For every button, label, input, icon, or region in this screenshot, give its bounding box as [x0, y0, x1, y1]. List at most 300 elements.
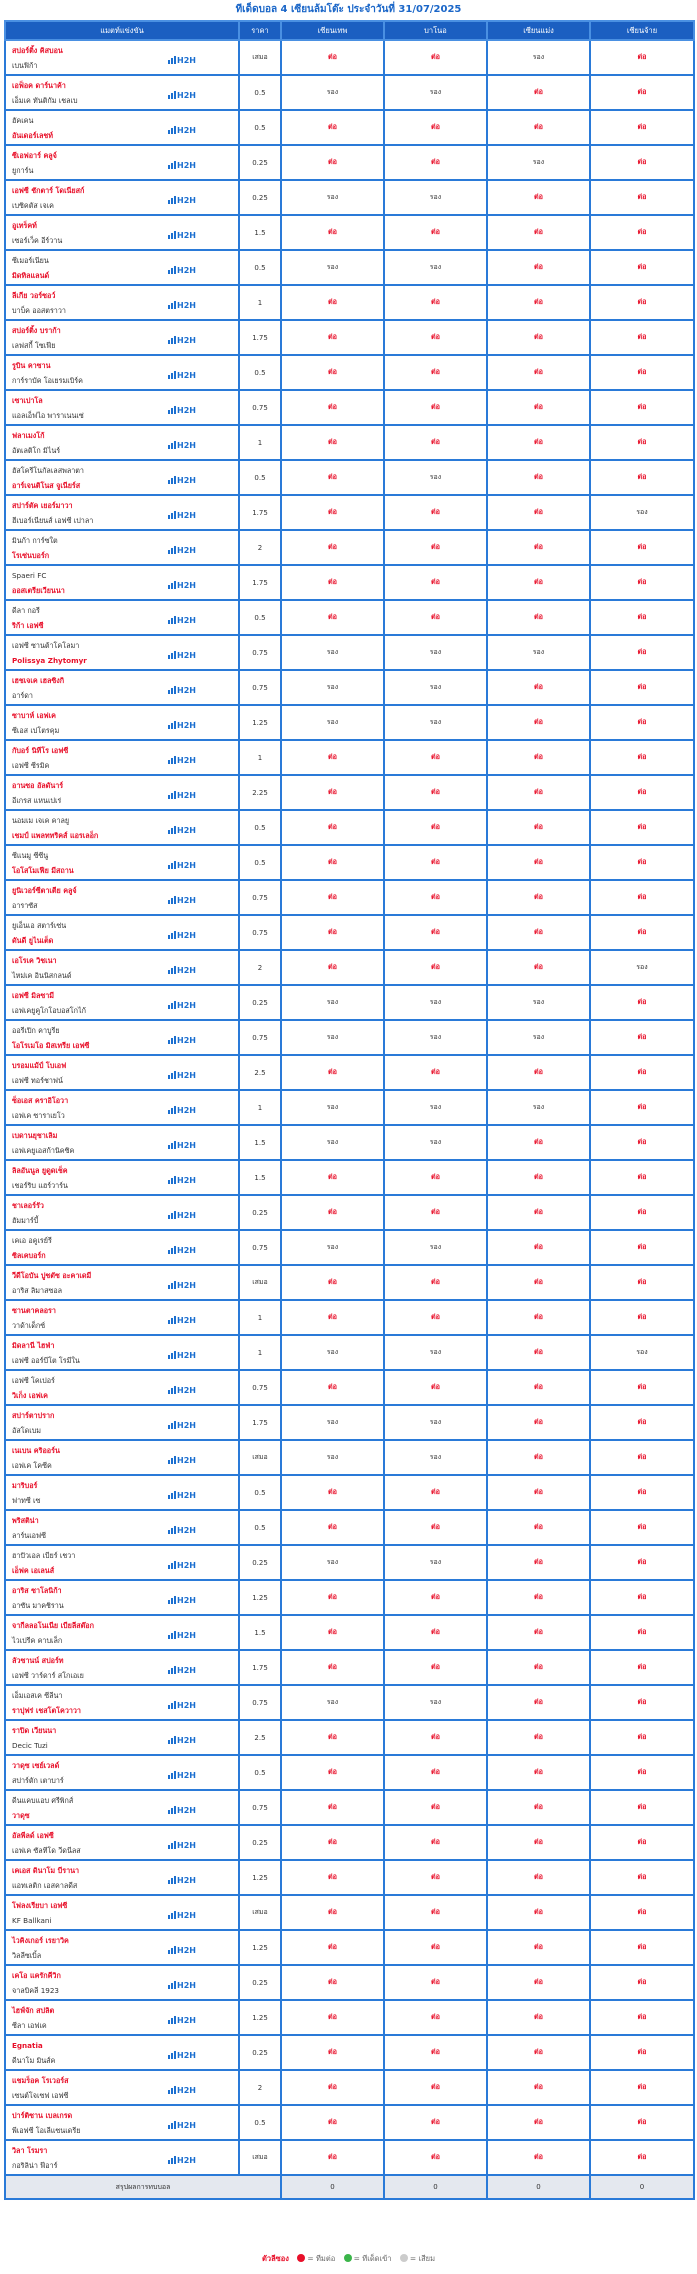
h2h-link[interactable]	[168, 1978, 194, 1990]
pick-cell-tipster-1: รอง	[281, 985, 384, 1020]
h2h-link[interactable]	[168, 368, 194, 380]
pick-cell-tipster-3: รอง	[487, 985, 590, 1020]
h2h-link[interactable]	[168, 1873, 194, 1885]
pick-cell-tipster-2: รอง	[384, 1090, 487, 1125]
table-body	[5, 40, 694, 2199]
home-team: ลีเกีย วอร์ซอว์	[12, 290, 56, 300]
h2h-label: H2H	[177, 336, 196, 345]
pick-cell-tipster-1: รอง	[281, 1090, 384, 1125]
h2h-link[interactable]	[168, 578, 194, 590]
pick-cell-tipster-3: ต่อ	[487, 600, 590, 635]
h2h-label: H2H	[177, 1071, 196, 1080]
bar-chart-icon	[168, 615, 176, 624]
pick-cell-tipster-3: ต่อ	[487, 775, 590, 810]
pick-cell-tipster-2: รอง	[384, 1545, 487, 1580]
price-cell: 0.25	[239, 985, 281, 1020]
pick-cell-tipster-3: ต่อ	[487, 2140, 590, 2175]
home-team: เอฟ็อค ดาร์นาค้า	[12, 80, 66, 90]
price-cell: 0.25	[239, 2035, 281, 2070]
h2h-link[interactable]	[168, 193, 194, 205]
home-team: เคโอ แครักคีวิก	[12, 1970, 61, 1980]
h2h-label: H2H	[177, 1631, 196, 1640]
pick-cell-tipster-4: ต่อ	[590, 1300, 694, 1335]
pick-cell-tipster-2: รอง	[384, 1230, 487, 1265]
pick-cell-tipster-1: ต่อ	[281, 2105, 384, 2140]
table-row	[5, 1930, 694, 1965]
away-team: เซนต์โจเซฟ เอฟซี	[12, 2090, 69, 2100]
away-team: โอโรเมโอ มิสเทรีย เอฟซี	[12, 1040, 90, 1050]
h2h-link[interactable]	[168, 543, 194, 555]
pick-cell-tipster-1: ต่อ	[281, 1300, 384, 1335]
away-team: วาด้าเด็กซ์	[12, 1320, 46, 1330]
bar-chart-icon	[168, 2085, 176, 2094]
h2h-label: H2H	[177, 651, 196, 660]
pick-cell-tipster-3: ต่อ	[487, 1055, 590, 1090]
h2h-link[interactable]	[168, 403, 194, 415]
bar-chart-icon	[168, 930, 176, 939]
home-team: เคเอ อคูเรย์รี	[12, 1235, 52, 1245]
match-cell	[5, 1370, 239, 1405]
home-team: สปาร์ตาปราก	[12, 1410, 55, 1420]
h2h-label: H2H	[177, 616, 196, 625]
pick-cell-tipster-1: ต่อ	[281, 215, 384, 250]
h2h-link[interactable]	[168, 298, 194, 310]
price-cell: เสมอ	[239, 2140, 281, 2175]
h2h-label: H2H	[177, 966, 196, 975]
pick-cell-tipster-3: ต่อ	[487, 1265, 590, 1300]
h2h-link[interactable]	[168, 473, 194, 485]
h2h-link[interactable]	[168, 1033, 194, 1045]
table-row	[5, 1965, 694, 2000]
match-cell	[5, 1405, 239, 1440]
h2h-link[interactable]	[168, 858, 194, 870]
price-cell: 1.5	[239, 1615, 281, 1650]
pick-cell-tipster-3: ต่อ	[487, 2070, 590, 2105]
home-team: กับอร์ นิทีโร เอฟซี	[12, 745, 69, 755]
home-team: ซีเมอร์เนียน	[12, 255, 49, 265]
pick-cell-tipster-2: รอง	[384, 1405, 487, 1440]
h2h-link[interactable]	[168, 88, 194, 100]
summary-value-tipster-2: 0	[384, 2175, 487, 2199]
h2h-link[interactable]	[168, 2083, 194, 2095]
away-team: เชมป์ แพลททริคส์ แอรเลอ็ก	[12, 830, 99, 840]
pick-cell-tipster-2: ต่อ	[384, 145, 487, 180]
h2h-link[interactable]	[168, 1768, 194, 1780]
h2h-link[interactable]	[168, 998, 194, 1010]
h2h-link[interactable]	[168, 788, 194, 800]
pick-cell-tipster-3: ต่อ	[487, 845, 590, 880]
away-team: Decic Tuzi	[12, 1740, 48, 1750]
bar-chart-icon	[168, 1385, 176, 1394]
h2h-label: H2H	[177, 1911, 196, 1920]
h2h-link[interactable]	[168, 823, 194, 835]
h2h-link[interactable]	[168, 1698, 194, 1710]
away-team: การ์ราบัค โอเยรมเบิร์ค	[12, 375, 83, 385]
h2h-label: H2H	[177, 196, 196, 205]
match-cell	[5, 880, 239, 915]
bar-chart-icon	[168, 2120, 176, 2129]
away-team: มิดทิลแลนด์	[12, 270, 50, 280]
pick-cell-tipster-1: ต่อ	[281, 565, 384, 600]
price-cell: 1	[239, 1090, 281, 1125]
match-cell	[5, 2070, 239, 2105]
pick-cell-tipster-4: ต่อ	[590, 670, 694, 705]
away-team: เอ็ฟค เอเลนส์	[12, 1565, 55, 1575]
bar-chart-icon	[168, 965, 176, 974]
h2h-link[interactable]	[168, 1453, 194, 1465]
home-team: รูบิน คาซาน	[12, 360, 51, 370]
pick-cell-tipster-1: ต่อ	[281, 600, 384, 635]
pick-cell-tipster-4: ต่อ	[590, 635, 694, 670]
match-cell	[5, 1475, 239, 1510]
h2h-link[interactable]	[168, 2153, 194, 2165]
pick-cell-tipster-4: ต่อ	[590, 250, 694, 285]
pick-cell-tipster-1: ต่อ	[281, 530, 384, 565]
pick-cell-tipster-2: ต่อ	[384, 495, 487, 530]
pick-cell-tipster-4: รอง	[590, 1335, 694, 1370]
away-team: กอริลิน่า ฟีอาร์	[12, 2160, 58, 2170]
table-row	[5, 1370, 694, 1405]
h2h-link[interactable]	[168, 1523, 194, 1535]
table-row	[5, 1650, 694, 1685]
pick-cell-tipster-3: ต่อ	[487, 1230, 590, 1265]
match-cell	[5, 985, 239, 1020]
pick-cell-tipster-1: ต่อ	[281, 1895, 384, 1930]
h2h-link[interactable]	[168, 1243, 194, 1255]
pick-cell-tipster-4: ต่อ	[590, 775, 694, 810]
h2h-link[interactable]	[168, 1173, 194, 1185]
match-cell	[5, 2000, 239, 2035]
summary-row	[5, 2175, 694, 2199]
away-team: ฮัมมาร์บี้	[12, 1215, 39, 1225]
table-row	[5, 320, 694, 355]
h2h-link[interactable]	[168, 263, 194, 275]
away-team: ดีนาโม มินส์ค	[12, 2055, 56, 2065]
away-team: ซีเอส เปโตรคุม	[12, 725, 60, 735]
pick-cell-tipster-3: ต่อ	[487, 1755, 590, 1790]
bar-chart-icon	[168, 2050, 176, 2059]
h2h-link[interactable]	[168, 158, 194, 170]
table-row	[5, 1125, 694, 1160]
away-team: แอลเอ็ฟไอ พาราเนนเซ่	[12, 410, 84, 420]
home-team: ซานตาคลอรา	[12, 1305, 56, 1315]
h2h-link[interactable]	[168, 1488, 194, 1500]
pick-cell-tipster-3: ต่อ	[487, 355, 590, 390]
pick-cell-tipster-2: ต่อ	[384, 1615, 487, 1650]
pick-cell-tipster-4: ต่อ	[590, 1475, 694, 1510]
away-team: เอฟซี ออร์บีโต โรมีใน	[12, 1355, 80, 1365]
table-row	[5, 530, 694, 565]
bar-chart-icon	[168, 230, 176, 239]
pick-cell-tipster-1: ต่อ	[281, 390, 384, 425]
bar-chart-icon	[168, 405, 176, 414]
h2h-label: H2H	[177, 126, 196, 135]
price-cell: 0.5	[239, 845, 281, 880]
h2h-link[interactable]	[168, 1208, 194, 1220]
home-team: อานซอ อัลดันาร์	[12, 780, 64, 790]
h2h-label: H2H	[177, 1666, 196, 1675]
pick-cell-tipster-3: ต่อ	[487, 1510, 590, 1545]
away-team: เอฟเคยูเอสก้านิคซิค	[12, 1145, 75, 1155]
price-cell: 0.5	[239, 810, 281, 845]
h2h-label: H2H	[177, 1841, 196, 1850]
h2h-link[interactable]	[168, 1838, 194, 1850]
pick-cell-tipster-4: ต่อ	[590, 985, 694, 1020]
pick-cell-tipster-4: ต่อ	[590, 2070, 694, 2105]
home-team: ซ็อเอส คราอิโอวา	[12, 1095, 69, 1105]
pick-cell-tipster-4: ต่อ	[590, 1510, 694, 1545]
pick-cell-tipster-4: ต่อ	[590, 600, 694, 635]
pick-cell-tipster-3: รอง	[487, 40, 590, 75]
pick-cell-tipster-3: ต่อ	[487, 425, 590, 460]
match-cell	[5, 1965, 239, 2000]
pick-cell-tipster-4: ต่อ	[590, 320, 694, 355]
pick-cell-tipster-1: ต่อ	[281, 495, 384, 530]
match-cell	[5, 1440, 239, 1475]
pick-cell-tipster-2: ต่อ	[384, 1650, 487, 1685]
h2h-link[interactable]	[168, 508, 194, 520]
h2h-link[interactable]	[168, 753, 194, 765]
pick-cell-tipster-4: ต่อ	[590, 215, 694, 250]
h2h-label: H2H	[177, 1176, 196, 1185]
match-cell	[5, 1230, 239, 1265]
pick-cell-tipster-4: ต่อ	[590, 2035, 694, 2070]
h2h-link[interactable]	[168, 1908, 194, 1920]
pick-cell-tipster-3: ต่อ	[487, 1335, 590, 1370]
price-cell: 1.5	[239, 1125, 281, 1160]
price-cell: 1.75	[239, 320, 281, 355]
pick-cell-tipster-3: ต่อ	[487, 180, 590, 215]
h2h-link[interactable]	[168, 438, 194, 450]
h2h-link[interactable]	[168, 333, 194, 345]
match-cell	[5, 1090, 239, 1125]
match-cell	[5, 1825, 239, 1860]
table-row	[5, 950, 694, 985]
match-cell	[5, 250, 239, 285]
pick-cell-tipster-2: ต่อ	[384, 1930, 487, 1965]
header-tipster-1: เซียนเทพ	[281, 21, 384, 40]
pick-cell-tipster-3: ต่อ	[487, 880, 590, 915]
price-cell: 0.75	[239, 390, 281, 425]
h2h-label: H2H	[177, 1596, 196, 1605]
pick-cell-tipster-2: รอง	[384, 75, 487, 110]
pick-cell-tipster-4: ต่อ	[590, 425, 694, 460]
away-team: เบนฟิก้า	[12, 60, 38, 70]
pick-cell-tipster-2: ต่อ	[384, 2000, 487, 2035]
table-row	[5, 1090, 694, 1125]
pick-cell-tipster-1: ต่อ	[281, 740, 384, 775]
h2h-label: H2H	[177, 161, 196, 170]
pick-cell-tipster-3: ต่อ	[487, 1720, 590, 1755]
bar-chart-icon	[168, 1070, 176, 1079]
h2h-link[interactable]	[168, 228, 194, 240]
home-team: ฮาปัวเอล เบียร์ เชวา	[12, 1550, 76, 1560]
match-cell	[5, 635, 239, 670]
h2h-link[interactable]	[168, 1803, 194, 1815]
h2h-link[interactable]	[168, 1068, 194, 1080]
pick-cell-tipster-3: ต่อ	[487, 2105, 590, 2140]
away-team: วิลลีซเบิ้ล	[12, 1950, 42, 1960]
h2h-label: H2H	[177, 1106, 196, 1115]
away-team: อาริส ลิมาสซอล	[12, 1285, 63, 1295]
pick-cell-tipster-4: ต่อ	[590, 180, 694, 215]
match-cell	[5, 2105, 239, 2140]
pick-cell-tipster-4: ต่อ	[590, 1930, 694, 1965]
price-cell: 0.75	[239, 915, 281, 950]
pick-cell-tipster-4: ต่อ	[590, 880, 694, 915]
pick-cell-tipster-3: ต่อ	[487, 215, 590, 250]
pick-cell-tipster-3: ต่อ	[487, 1790, 590, 1825]
match-cell	[5, 180, 239, 215]
away-team: ไหม่เค อินนิสกลนด์	[12, 970, 72, 980]
away-team: อันเดอร์เลชท์	[12, 130, 54, 140]
h2h-label: H2H	[177, 546, 196, 555]
bar-chart-icon	[168, 1490, 176, 1499]
home-team: วีดีโอบัน ปูชตัซ อะคาเดมี	[12, 1270, 92, 1280]
pick-cell-tipster-1: ต่อ	[281, 355, 384, 390]
h2h-link[interactable]	[168, 1383, 194, 1395]
home-team: มาริบอร์	[12, 1480, 38, 1490]
h2h-link[interactable]	[168, 2048, 194, 2060]
table-row	[5, 1545, 694, 1580]
h2h-link[interactable]	[168, 53, 194, 65]
pick-cell-tipster-1: รอง	[281, 1335, 384, 1370]
h2h-link[interactable]	[168, 1138, 194, 1150]
pick-cell-tipster-2: ต่อ	[384, 1195, 487, 1230]
table-row	[5, 460, 694, 495]
h2h-label: H2H	[177, 56, 196, 65]
pick-cell-tipster-4: ต่อ	[590, 1405, 694, 1440]
h2h-link[interactable]	[168, 1733, 194, 1745]
h2h-link[interactable]	[168, 648, 194, 660]
table-row	[5, 740, 694, 775]
bar-chart-icon	[168, 580, 176, 589]
pick-cell-tipster-3: ต่อ	[487, 1650, 590, 1685]
pick-cell-tipster-2: ต่อ	[384, 1160, 487, 1195]
table-row	[5, 145, 694, 180]
h2h-link[interactable]	[168, 2118, 194, 2130]
pick-cell-tipster-2: ต่อ	[384, 530, 487, 565]
pick-cell-tipster-1: ต่อ	[281, 915, 384, 950]
table-row	[5, 1265, 694, 1300]
table-row	[5, 775, 694, 810]
table-row	[5, 390, 694, 425]
pick-cell-tipster-3: ต่อ	[487, 1860, 590, 1895]
pick-cell-tipster-2: ต่อ	[384, 1825, 487, 1860]
header-tipster-2: บาโนอ	[384, 21, 487, 40]
pick-cell-tipster-4: ต่อ	[590, 2000, 694, 2035]
price-cell: 0.75	[239, 1230, 281, 1265]
away-team: เอฟซี ทอร์ชาฟน์	[12, 1075, 63, 1085]
bar-chart-icon	[168, 790, 176, 799]
table-row	[5, 2000, 694, 2035]
pick-cell-tipster-2: ต่อ	[384, 1300, 487, 1335]
bar-chart-icon	[168, 1140, 176, 1149]
home-team: บรอมแม้ป์ โบเอฟ	[12, 1060, 67, 1070]
h2h-link[interactable]	[168, 1348, 194, 1360]
away-team: KF Ballkani	[12, 1915, 52, 1925]
match-cell	[5, 2035, 239, 2070]
h2h-link[interactable]	[168, 1313, 194, 1325]
h2h-link[interactable]	[168, 718, 194, 730]
table-row	[5, 110, 694, 145]
pick-cell-tipster-2: รอง	[384, 670, 487, 705]
table-row	[5, 1020, 694, 1055]
pick-cell-tipster-1: ต่อ	[281, 1580, 384, 1615]
pick-cell-tipster-2: ต่อ	[384, 110, 487, 145]
bar-chart-icon	[168, 1840, 176, 1849]
pick-cell-tipster-4: ต่อ	[590, 2140, 694, 2175]
pick-cell-tipster-2: ต่อ	[384, 1790, 487, 1825]
pick-cell-tipster-4: ต่อ	[590, 1370, 694, 1405]
bar-chart-icon	[168, 510, 176, 519]
h2h-link[interactable]	[168, 1558, 194, 1570]
table-row	[5, 1860, 694, 1895]
h2h-label: H2H	[177, 371, 196, 380]
home-team: เอ็มเอสเค ซีลีนา	[12, 1690, 63, 1700]
pick-cell-tipster-4: ต่อ	[590, 1090, 694, 1125]
away-team: Polissya Zhytomyr	[12, 655, 87, 665]
h2h-link[interactable]	[168, 2013, 194, 2025]
table-row	[5, 1335, 694, 1370]
pick-cell-tipster-4: ต่อ	[590, 705, 694, 740]
price-cell: 1	[239, 425, 281, 460]
pick-cell-tipster-2: รอง	[384, 635, 487, 670]
h2h-link[interactable]	[168, 613, 194, 625]
bar-chart-icon	[168, 650, 176, 659]
h2h-link[interactable]	[168, 1943, 194, 1955]
h2h-link[interactable]	[168, 1663, 194, 1675]
h2h-link[interactable]	[168, 1103, 194, 1115]
h2h-link[interactable]	[168, 1593, 194, 1605]
match-cell	[5, 775, 239, 810]
h2h-link[interactable]	[168, 1628, 194, 1640]
match-cell	[5, 110, 239, 145]
h2h-link[interactable]	[168, 893, 194, 905]
pick-cell-tipster-3: รอง	[487, 145, 590, 180]
bar-chart-icon	[168, 1000, 176, 1009]
away-team: เซอร์เว็ค อีร์วาน	[12, 235, 63, 245]
pick-cell-tipster-1: ต่อ	[281, 1860, 384, 1895]
h2h-link[interactable]	[168, 683, 194, 695]
bar-chart-icon	[168, 475, 176, 484]
pick-cell-tipster-4: ต่อ	[590, 1860, 694, 1895]
pick-cell-tipster-1: ต่อ	[281, 2070, 384, 2105]
h2h-link[interactable]	[168, 123, 194, 135]
pick-cell-tipster-1: ต่อ	[281, 285, 384, 320]
pick-cell-tipster-3: ต่อ	[487, 530, 590, 565]
pick-cell-tipster-4: ต่อ	[590, 40, 694, 75]
header-match: แมตท์แข่งขัน	[5, 21, 239, 40]
header-tipster-4: เซียนจ้าย	[590, 21, 694, 40]
away-team: เอฟซี ซีรมิค	[12, 760, 50, 770]
pick-cell-tipster-1: รอง	[281, 1685, 384, 1720]
pick-cell-tipster-3: รอง	[487, 635, 590, 670]
pick-cell-tipster-4: ต่อ	[590, 1755, 694, 1790]
pick-cell-tipster-2: ต่อ	[384, 880, 487, 915]
bar-chart-icon	[168, 90, 176, 99]
home-team: ลิลอันนูล ยูดูดเช็ค	[12, 1165, 68, 1175]
pick-cell-tipster-3: ต่อ	[487, 320, 590, 355]
table-row	[5, 250, 694, 285]
pick-cell-tipster-1: รอง	[281, 1020, 384, 1055]
bar-chart-icon	[168, 685, 176, 694]
bar-chart-icon	[168, 545, 176, 554]
h2h-link[interactable]	[168, 1278, 194, 1290]
h2h-link[interactable]	[168, 1418, 194, 1430]
h2h-link[interactable]	[168, 963, 194, 975]
h2h-link[interactable]	[168, 928, 194, 940]
